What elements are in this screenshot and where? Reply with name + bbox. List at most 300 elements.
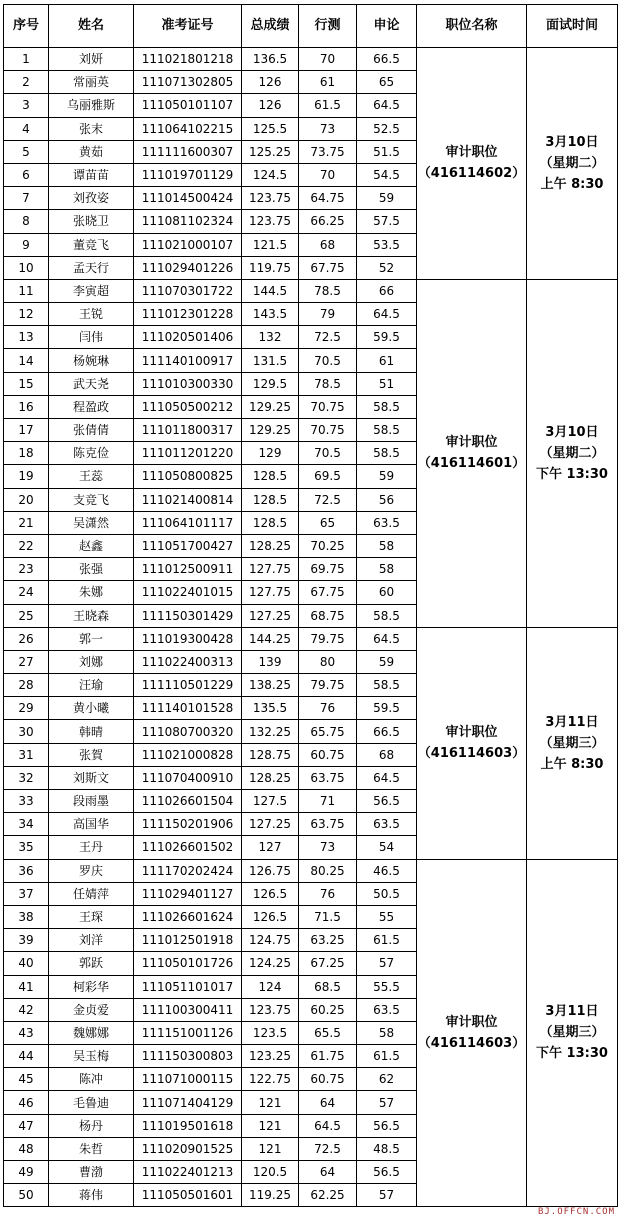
cell-xingce: 61.5 [299,94,357,117]
cell-xingce: 67.75 [299,581,357,604]
cell-total: 131.5 [242,349,299,372]
cell-seq: 28 [4,674,49,697]
cell-seq: 27 [4,650,49,673]
cell-name: 刘孜姿 [49,187,134,210]
cell-seq: 42 [4,998,49,1021]
cell-seq: 41 [4,975,49,998]
cell-seq: 36 [4,859,49,882]
cell-shenlun: 55 [357,905,417,928]
cell-seq: 34 [4,813,49,836]
cell-exam-id: 111026601504 [134,790,242,813]
cell-exam-id: 111029401127 [134,882,242,905]
cell-shenlun: 64.5 [357,627,417,650]
cell-exam-id: 111081102324 [134,210,242,233]
cell-total: 128.25 [242,534,299,557]
position-name: 审计职位 [445,725,498,741]
cell-xingce: 70.75 [299,395,357,418]
header-xingce: 行测 [299,5,357,48]
cell-seq: 13 [4,326,49,349]
cell-name: 谭苗苗 [49,163,134,186]
cell-seq: 47 [4,1114,49,1137]
cell-exam-id: 111051700427 [134,534,242,557]
cell-exam-id: 111014500424 [134,187,242,210]
position-code: （416114602） [417,166,526,182]
cell-xingce: 70 [299,48,357,71]
table-row [4,627,618,650]
cell-seq: 12 [4,303,49,326]
cell-shenlun: 57.5 [357,210,417,233]
cell-seq: 23 [4,558,49,581]
cell-xingce: 69.5 [299,465,357,488]
cell-shenlun: 63.5 [357,511,417,534]
cell-shenlun: 61.5 [357,929,417,952]
cell-xingce: 61.75 [299,1045,357,1068]
cell-name: 程盈政 [49,395,134,418]
cell-name: 赵鑫 [49,534,134,557]
cell-seq: 45 [4,1068,49,1091]
cell-shenlun: 55.5 [357,975,417,998]
cell-name: 张强 [49,558,134,581]
cell-exam-id: 111021000828 [134,743,242,766]
cell-shenlun: 51 [357,372,417,395]
cell-total: 129 [242,442,299,465]
cell-total: 128.25 [242,766,299,789]
interview-date: 3月10日 [545,134,599,150]
header-name: 姓名 [49,5,134,48]
cell-shenlun: 65 [357,71,417,94]
cell-shenlun: 58.5 [357,604,417,627]
cell-name: 魏娜娜 [49,1021,134,1044]
cell-exam-id: 111140101528 [134,697,242,720]
position-code: （416114603） [417,746,526,762]
cell-name: 朱哲 [49,1137,134,1160]
cell-shenlun: 52 [357,256,417,279]
cell-seq: 39 [4,929,49,952]
cell-seq: 48 [4,1137,49,1160]
cell-exam-id: 111022401213 [134,1161,242,1184]
cell-exam-id: 111110501229 [134,674,242,697]
cell-shenlun: 57 [357,1184,417,1207]
cell-shenlun: 52.5 [357,117,417,140]
cell-exam-id: 111021801218 [134,48,242,71]
cell-shenlun: 59 [357,187,417,210]
cell-name: 刘娜 [49,650,134,673]
cell-total: 129.25 [242,395,299,418]
cell-total: 128.5 [242,511,299,534]
cell-name: 毛鲁迪 [49,1091,134,1114]
cell-exam-id: 111021000107 [134,233,242,256]
table-row [4,279,618,302]
cell-exam-id: 111050500212 [134,395,242,418]
cell-total: 128.75 [242,743,299,766]
cell-name: 汪瑜 [49,674,134,697]
cell-seq: 31 [4,743,49,766]
cell-exam-id: 111019300428 [134,627,242,650]
cell-total: 143.5 [242,303,299,326]
cell-name: 董竞飞 [49,233,134,256]
cell-seq: 16 [4,395,49,418]
cell-total: 128.5 [242,465,299,488]
cell-seq: 7 [4,187,49,210]
cell-xingce: 73 [299,117,357,140]
cell-exam-id: 111170202424 [134,859,242,882]
cell-seq: 1 [4,48,49,71]
cell-xingce: 70.75 [299,419,357,442]
cell-name: 杨婉琳 [49,349,134,372]
table-row [4,48,618,71]
cell-xingce: 64.5 [299,1114,357,1137]
cell-shenlun: 57 [357,1091,417,1114]
cell-total: 136.5 [242,48,299,71]
cell-xingce: 79.75 [299,674,357,697]
cell-exam-id: 111029401226 [134,256,242,279]
cell-total: 123.25 [242,1045,299,1068]
header-shenlun: 申论 [357,5,417,48]
cell-total: 139 [242,650,299,673]
interview-weekday: （星期三） [539,1025,605,1041]
cell-name: 黄小曦 [49,697,134,720]
interview-clock: 下午 13:30 [536,466,608,482]
cell-shenlun: 46.5 [357,859,417,882]
cell-shenlun: 51.5 [357,140,417,163]
cell-xingce: 80 [299,650,357,673]
cell-name: 罗庆 [49,859,134,882]
cell-exam-id: 111071000115 [134,1068,242,1091]
cell-xingce: 67.25 [299,952,357,975]
cell-name: 王丹 [49,836,134,859]
cell-shenlun: 66.5 [357,720,417,743]
interview-time-cell [527,48,618,280]
interview-time-cell [527,859,618,1207]
cell-seq: 25 [4,604,49,627]
cell-seq: 9 [4,233,49,256]
cell-shenlun: 50.5 [357,882,417,905]
position-name: 审计职位 [445,145,498,161]
cell-total: 127.5 [242,790,299,813]
cell-xingce: 79 [299,303,357,326]
cell-shenlun: 57 [357,952,417,975]
cell-total: 132 [242,326,299,349]
cell-exam-id: 111021400814 [134,488,242,511]
cell-seq: 15 [4,372,49,395]
cell-total: 121 [242,1137,299,1160]
cell-shenlun: 63.5 [357,813,417,836]
cell-total: 119.25 [242,1184,299,1207]
interview-date: 3月11日 [545,1004,599,1020]
cell-name: 郭跃 [49,952,134,975]
cell-shenlun: 58 [357,558,417,581]
cell-xingce: 78.5 [299,279,357,302]
cell-shenlun: 56.5 [357,1161,417,1184]
cell-shenlun: 68 [357,743,417,766]
cell-name: 刘妍 [49,48,134,71]
cell-name: 吴潇然 [49,511,134,534]
cell-exam-id: 111012301228 [134,303,242,326]
watermark: BJ.OFFCN.COM [537,1207,615,1217]
cell-exam-id: 111064101117 [134,511,242,534]
cell-shenlun: 56.5 [357,1114,417,1137]
cell-xingce: 60.75 [299,743,357,766]
cell-total: 123.5 [242,1021,299,1044]
cell-seq: 50 [4,1184,49,1207]
interview-weekday: （星期二） [539,445,605,461]
cell-seq: 44 [4,1045,49,1068]
header-interview-time: 面试时间 [527,5,618,48]
cell-xingce: 61 [299,71,357,94]
cell-name: 段雨墨 [49,790,134,813]
cell-seq: 32 [4,766,49,789]
cell-xingce: 69.75 [299,558,357,581]
cell-shenlun: 48.5 [357,1137,417,1160]
cell-xingce: 66.25 [299,210,357,233]
cell-name: 李寅超 [49,279,134,302]
cell-shenlun: 64.5 [357,303,417,326]
cell-xingce: 64 [299,1091,357,1114]
cell-name: 张賀 [49,743,134,766]
cell-name: 金贞爱 [49,998,134,1021]
cell-total: 127.75 [242,558,299,581]
cell-exam-id: 111050101107 [134,94,242,117]
cell-total: 135.5 [242,697,299,720]
cell-xingce: 72.5 [299,326,357,349]
cell-seq: 18 [4,442,49,465]
cell-seq: 19 [4,465,49,488]
position-code: （416114601） [417,456,526,472]
cell-xingce: 64 [299,1161,357,1184]
interview-schedule-table [3,4,618,1207]
cell-exam-id: 111022401015 [134,581,242,604]
cell-exam-id: 111010300330 [134,372,242,395]
cell-xingce: 72.5 [299,488,357,511]
cell-seq: 35 [4,836,49,859]
cell-seq: 5 [4,140,49,163]
cell-xingce: 68 [299,233,357,256]
cell-total: 121 [242,1091,299,1114]
cell-shenlun: 64.5 [357,766,417,789]
cell-exam-id: 111012501918 [134,929,242,952]
cell-seq: 22 [4,534,49,557]
cell-exam-id: 111050800825 [134,465,242,488]
cell-xingce: 68.75 [299,604,357,627]
interview-weekday: （星期二） [539,155,605,171]
header-total: 总成绩 [242,5,299,48]
cell-shenlun: 54 [357,836,417,859]
cell-total: 124 [242,975,299,998]
cell-name: 曹渤 [49,1161,134,1184]
cell-total: 127.25 [242,813,299,836]
cell-exam-id: 111150301429 [134,604,242,627]
cell-xingce: 73 [299,836,357,859]
cell-exam-id: 111050501601 [134,1184,242,1207]
cell-name: 张倩倩 [49,419,134,442]
cell-exam-id: 111080700320 [134,720,242,743]
cell-shenlun: 64.5 [357,94,417,117]
cell-name: 刘斯文 [49,766,134,789]
cell-exam-id: 111100300411 [134,998,242,1021]
cell-seq: 46 [4,1091,49,1114]
cell-xingce: 62.25 [299,1184,357,1207]
cell-shenlun: 61 [357,349,417,372]
cell-name: 吴玉梅 [49,1045,134,1068]
cell-exam-id: 111020901525 [134,1137,242,1160]
cell-seq: 24 [4,581,49,604]
cell-shenlun: 59.5 [357,697,417,720]
cell-exam-id: 111026601624 [134,905,242,928]
cell-exam-id: 111019701129 [134,163,242,186]
cell-name: 杨丹 [49,1114,134,1137]
cell-total: 123.75 [242,187,299,210]
interview-clock: 上午 8:30 [540,176,604,192]
cell-total: 124.25 [242,952,299,975]
cell-name: 郭一 [49,627,134,650]
cell-exam-id: 111071404129 [134,1091,242,1114]
cell-shenlun: 58.5 [357,442,417,465]
position-cell [417,48,527,280]
cell-seq: 29 [4,697,49,720]
position-name: 审计职位 [445,435,498,451]
cell-xingce: 65.75 [299,720,357,743]
table-row [4,859,618,882]
cell-shenlun: 59 [357,465,417,488]
interview-time-cell [527,279,618,627]
cell-total: 144.5 [242,279,299,302]
cell-total: 121 [242,1114,299,1137]
cell-seq: 26 [4,627,49,650]
cell-shenlun: 58.5 [357,419,417,442]
cell-name: 黄茹 [49,140,134,163]
cell-name: 支竞飞 [49,488,134,511]
cell-shenlun: 66.5 [357,48,417,71]
cell-total: 127 [242,836,299,859]
cell-total: 132.25 [242,720,299,743]
cell-shenlun: 58.5 [357,395,417,418]
cell-xingce: 63.25 [299,929,357,952]
cell-total: 129.25 [242,419,299,442]
interview-clock: 上午 8:30 [540,756,604,772]
cell-xingce: 68.5 [299,975,357,998]
cell-shenlun: 61.5 [357,1045,417,1068]
position-code: （416114603） [417,1035,526,1051]
cell-seq: 3 [4,94,49,117]
cell-seq: 17 [4,419,49,442]
cell-exam-id: 111022400313 [134,650,242,673]
cell-xingce: 80.25 [299,859,357,882]
cell-seq: 2 [4,71,49,94]
cell-name: 朱娜 [49,581,134,604]
position-cell [417,859,527,1207]
cell-total: 121.5 [242,233,299,256]
cell-xingce: 63.75 [299,813,357,836]
cell-total: 124.5 [242,163,299,186]
cell-total: 129.5 [242,372,299,395]
cell-total: 128.5 [242,488,299,511]
cell-exam-id: 111026601502 [134,836,242,859]
cell-xingce: 72.5 [299,1137,357,1160]
cell-shenlun: 63.5 [357,998,417,1021]
cell-xingce: 67.75 [299,256,357,279]
cell-xingce: 70.5 [299,349,357,372]
cell-exam-id: 111070301722 [134,279,242,302]
cell-shenlun: 62 [357,1068,417,1091]
cell-shenlun: 66 [357,279,417,302]
table-body [4,48,618,1207]
cell-xingce: 70.5 [299,442,357,465]
cell-xingce: 73.75 [299,140,357,163]
cell-xingce: 70.25 [299,534,357,557]
cell-exam-id: 111151001126 [134,1021,242,1044]
position-name: 审计职位 [445,1014,498,1030]
cell-shenlun: 59 [357,650,417,673]
cell-seq: 40 [4,952,49,975]
cell-xingce: 70 [299,163,357,186]
cell-total: 126.75 [242,859,299,882]
cell-name: 王锐 [49,303,134,326]
cell-seq: 37 [4,882,49,905]
cell-total: 127.75 [242,581,299,604]
cell-total: 119.75 [242,256,299,279]
cell-shenlun: 58.5 [357,674,417,697]
cell-seq: 43 [4,1021,49,1044]
cell-shenlun: 56 [357,488,417,511]
cell-shenlun: 59.5 [357,326,417,349]
cell-name: 王蕊 [49,465,134,488]
cell-exam-id: 111150201906 [134,813,242,836]
cell-shenlun: 54.5 [357,163,417,186]
cell-seq: 14 [4,349,49,372]
cell-xingce: 60.75 [299,1068,357,1091]
cell-seq: 49 [4,1161,49,1184]
cell-xingce: 65.5 [299,1021,357,1044]
cell-exam-id: 111070400910 [134,766,242,789]
cell-seq: 6 [4,163,49,186]
cell-total: 127.25 [242,604,299,627]
cell-exam-id: 111012500911 [134,558,242,581]
cell-seq: 11 [4,279,49,302]
position-cell [417,279,527,627]
cell-xingce: 71 [299,790,357,813]
cell-shenlun: 56.5 [357,790,417,813]
interview-weekday: （星期三） [539,735,605,751]
cell-total: 125.25 [242,140,299,163]
cell-total: 126 [242,71,299,94]
cell-name: 韩晴 [49,720,134,743]
cell-name: 柯彩华 [49,975,134,998]
cell-name: 王琛 [49,905,134,928]
cell-name: 陈克俭 [49,442,134,465]
cell-name: 任婧萍 [49,882,134,905]
cell-xingce: 79.75 [299,627,357,650]
cell-exam-id: 111064102215 [134,117,242,140]
cell-xingce: 71.5 [299,905,357,928]
cell-exam-id: 111011800317 [134,419,242,442]
cell-xingce: 64.75 [299,187,357,210]
cell-exam-id: 111011201220 [134,442,242,465]
interview-date: 3月10日 [545,424,599,440]
cell-name: 张晓卫 [49,210,134,233]
cell-seq: 21 [4,511,49,534]
cell-exam-id: 111150300803 [134,1045,242,1068]
cell-exam-id: 111051101017 [134,975,242,998]
header-row [4,5,618,48]
cell-seq: 8 [4,210,49,233]
cell-seq: 33 [4,790,49,813]
cell-name: 常丽英 [49,71,134,94]
cell-total: 144.25 [242,627,299,650]
position-cell [417,627,527,859]
cell-name: 武天尧 [49,372,134,395]
cell-exam-id: 111050101726 [134,952,242,975]
interview-clock: 下午 13:30 [536,1046,608,1062]
